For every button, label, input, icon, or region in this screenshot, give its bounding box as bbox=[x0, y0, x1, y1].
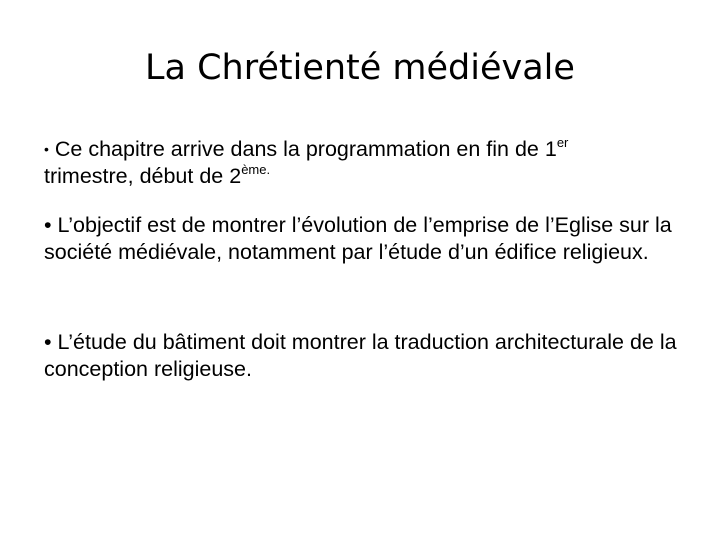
superscript-er: er bbox=[556, 135, 569, 150]
bullet-paragraph-1 bbox=[44, 136, 704, 190]
bullet-paragraph-3: • L’étude du bâtiment doit montrer la traduction architecturale de la conception religieuse. bbox=[44, 330, 677, 381]
bullet-icon: • bbox=[44, 141, 49, 157]
bullet-paragraph-2: • L’objectif est de montrer l’évolution de l’emprise de l’Eglise sur la société médiévale, notamment par l’étude d’un édifice religieux. bbox=[44, 213, 672, 264]
paragraph-1-text-end: trimestre, début de 2 bbox=[44, 164, 242, 188]
slide-title: La Chrétienté médiévale bbox=[145, 48, 575, 88]
superscript-eme: ème. bbox=[241, 162, 271, 177]
paragraph-1-text-start: Ce chapitre arrive dans la programmation en fin de 1 bbox=[48, 137, 557, 161]
